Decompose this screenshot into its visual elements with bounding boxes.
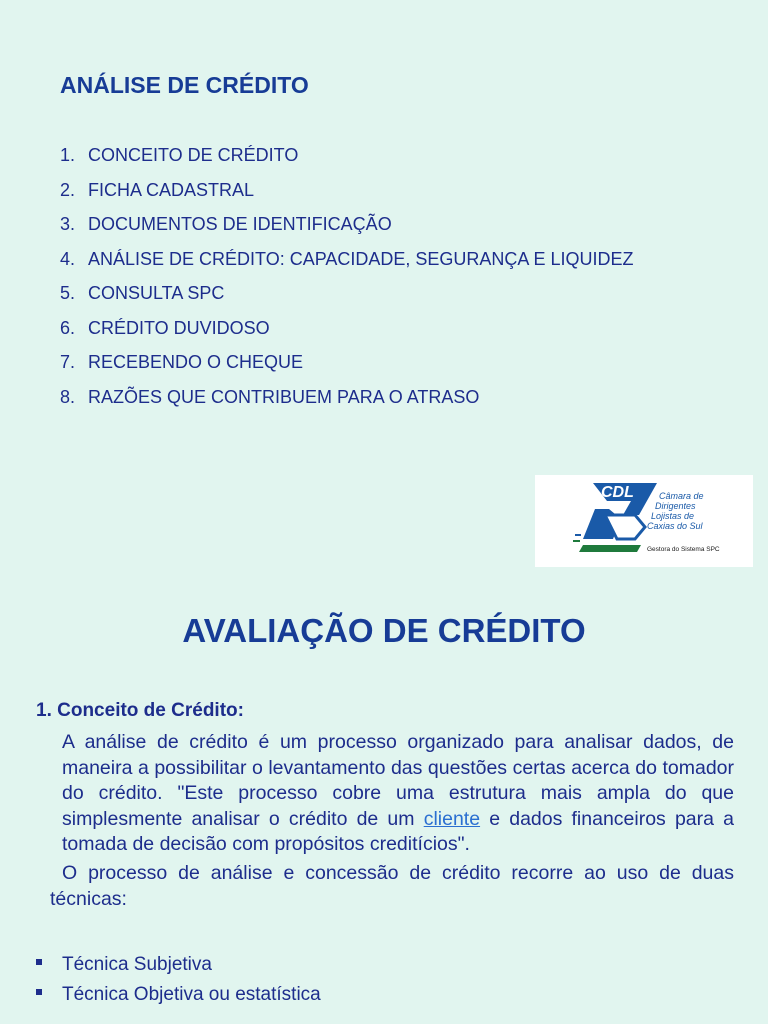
- cdl-logo: [535, 475, 753, 567]
- toc-item: 7. RECEBENDO O CHEQUE: [60, 352, 304, 372]
- logo-line1: Câmara de: [659, 491, 704, 501]
- cliente-link[interactable]: cliente: [423, 807, 481, 830]
- cdl-logo-graphic: [535, 475, 753, 567]
- toc-item: 4. ANÁLISE DE CRÉDITO: CAPACIDADE, SEGURANÇA E LIQUIDEZ: [60, 248, 634, 269]
- toc-item: 5. CONSULTA SPC: [60, 283, 225, 303]
- logo-line3: Lojistas de: [651, 511, 695, 521]
- list-item: Técnica Subjetiva: [36, 950, 321, 980]
- paragraph-process: O processo de análise e concessão de crédito recorre ao uso de duas técnicas:: [50, 862, 734, 910]
- logo-line2: Dirigentes: [655, 501, 696, 511]
- bullet-icon: [36, 989, 42, 995]
- toc-item: 8. RAZÕES QUE CONTRIBUEM PARA O ATRASO: [60, 386, 480, 407]
- logo-tagline: Gestora do Sistema SPC: [647, 546, 720, 553]
- section-title: AVALIAÇÃO DE CRÉDITO: [182, 612, 586, 649]
- toc-item: 1. CONCEITO DE CRÉDITO: [60, 145, 299, 165]
- toc-title: ANÁLISE DE CRÉDITO: [60, 72, 309, 98]
- toc-item: 6. CRÉDITO DUVIDOSO: [60, 317, 270, 338]
- paragraph-concept: A análise de crédito é um processo organizado para analisar dados, de maneira a possibilitar o levantamento das questões certas acerca do tomador do crédito. "Este processo cobre uma estrutura mais ampla do que simplesmente analisar o crédito de um cliente e dados financeiros para a tomada de decisão com propósitos creditícios".: [62, 731, 734, 855]
- techniques-list: [36, 950, 321, 1010]
- logo-abbr: CDL: [601, 484, 634, 501]
- bullet-icon: [36, 959, 42, 965]
- toc-item: 3. DOCUMENTOS DE IDENTIFICAÇÃO: [60, 214, 392, 234]
- logo-green-bar: [579, 545, 641, 552]
- list-item: Técnica Objetiva ou estatística: [36, 980, 321, 1010]
- logo-line4: Caxias do Sul: [647, 521, 703, 531]
- section-heading: 1. Conceito de Crédito:: [36, 700, 244, 721]
- toc-list: [60, 138, 633, 414]
- toc-item: 2. FICHA CADASTRAL: [60, 179, 255, 200]
